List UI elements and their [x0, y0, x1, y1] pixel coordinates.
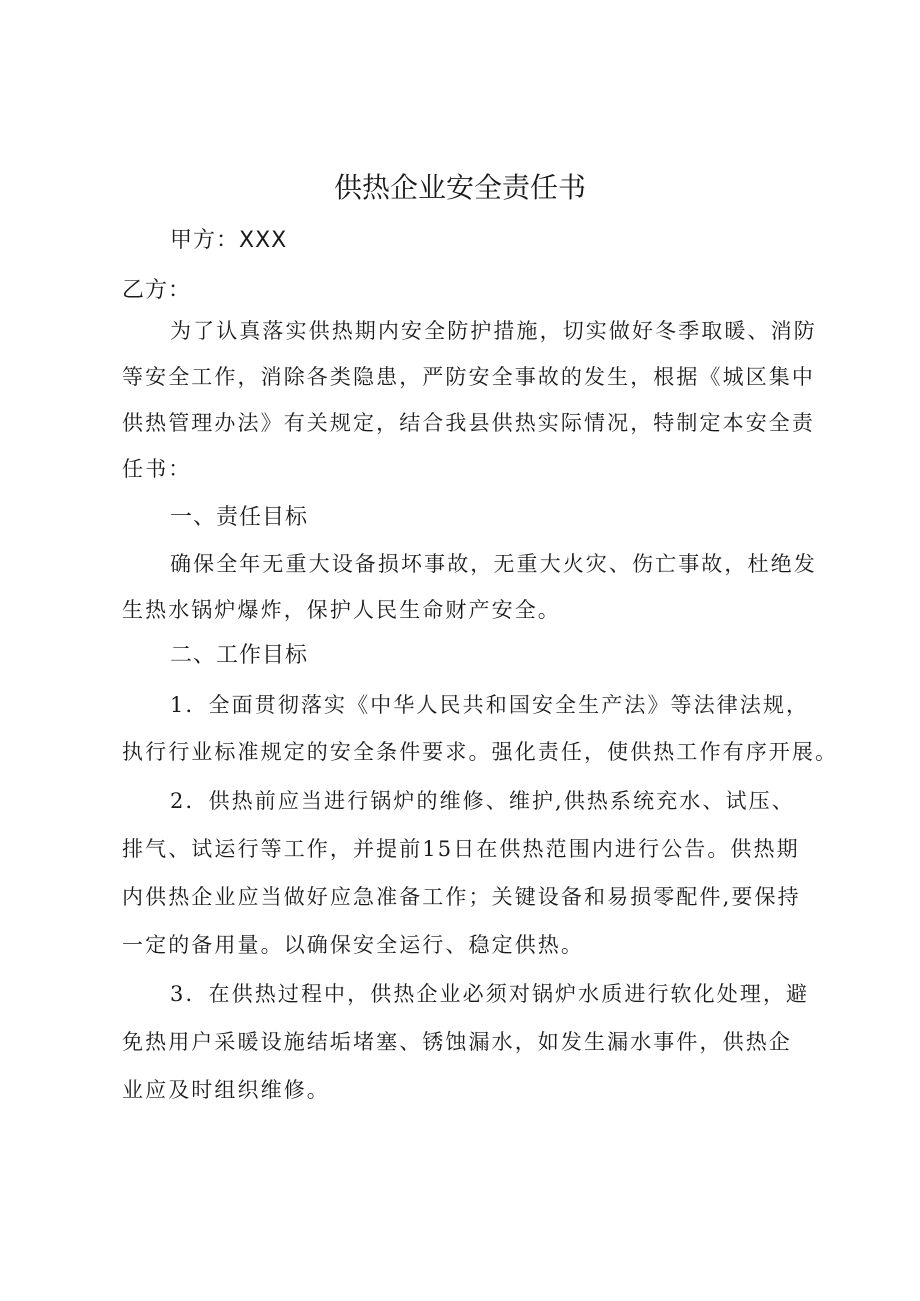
list-item-line: 内供热企业应当做好应急准备工作；关键设备和易损零配件,要保持 — [122, 885, 801, 909]
party-b: 乙方： — [122, 278, 192, 303]
list-item-line: 3．在供热过程中，供热企业必须对锅炉水质进行软化处理，避 — [170, 982, 810, 1006]
party-a: 甲方：XXX — [170, 228, 288, 253]
list-item-line: 2．供热前应当进行锅炉的维修、维护,供热系统充水、试压、 — [170, 789, 795, 813]
intro-line: 为了认真落实供热期内安全防护措施，切实做好冬季取暖、消防 — [170, 319, 817, 343]
intro-line: 等安全工作，消除各类隐患，严防安全事故的发生，根据《城区集中 — [122, 365, 815, 389]
list-item-line: 1．全面贯彻落实《中华人民共和国安全生产法》等法律法规， — [170, 693, 810, 717]
document-title: 供热企业安全责任书 — [333, 171, 586, 204]
section-heading: 二、工作目标 — [170, 643, 309, 668]
section-heading: 一、责任目标 — [170, 505, 309, 530]
section-line: 生热水锅炉爆炸，保护人民生命财产安全。 — [122, 598, 561, 622]
list-item-line: 业应及时组织维修。 — [122, 1078, 330, 1102]
list-item-line: 免热用户采暖设施结垢堵塞、锈蚀漏水，如发生漏水事件，供热企 — [122, 1030, 792, 1054]
list-item-line: 排气、试运行等工作，并提前15日在供热范围内进行公告。供热期 — [122, 837, 800, 861]
section-line: 确保全年无重大设备损坏事故，无重大火灾、伤亡事故，杜绝发 — [170, 552, 817, 576]
list-item-line: 一定的备用量。以确保安全运行、稳定供热。 — [122, 933, 584, 957]
intro-line: 任书： — [122, 457, 192, 481]
list-item-line: 执行行业标准规定的安全条件要求。强化责任，使供热工作有序开展。 — [122, 740, 839, 764]
intro-line: 供热管理办法》有关规定，结合我县供热实际情况，特制定本安全责 — [122, 411, 815, 435]
